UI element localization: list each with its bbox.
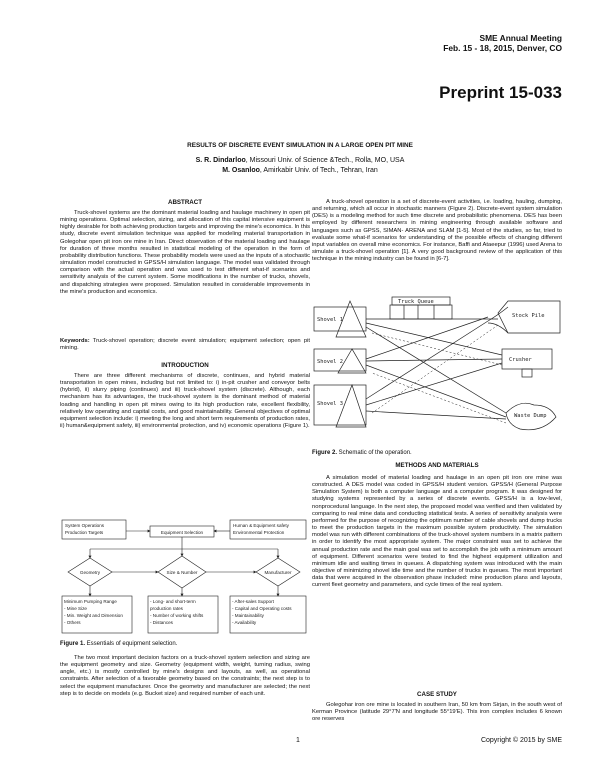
right-column-intro — [312, 199, 562, 263]
fig1-left-line: - Others — [64, 620, 81, 625]
right-column-text-1: A truck-shovel operation is a set of discrete-event activities, i.e. loading, hauling, dumping, and returning, which all occur in stochastic manners (Figure 2). Discrete-event system simulation (DES) is a modeling method for such time discrete and probabilistic phenomena. DES has been employed by different researchers in mining engineering through available software and languages such as GPSS, SIMAN- ARENA and SLAM [1-5]. Most of the studies, so far, tried to evaluate some what-if scenarios for understanding of the possible effects of changing different input variables on overall mine economics. For instance, Baffi and Ataeepur (1996) used Arena to simulate a truck-shovel operation [1]. A very good background review of the application of this technique in the mining industry can be found in [6-7]. — [312, 199, 562, 263]
preprint-number: Preprint 15-033 — [439, 83, 562, 102]
figure-1-caption — [60, 641, 177, 647]
fig1-mid-line: - Long- and short-term — [150, 599, 196, 604]
case-study-text: Golegohar iron ore mine is located in southern Iran, 50 km from Sirjan, in the south west of Kerman Province (latitude 29°7'N and longitude 55°19'E). This iron complex includes 6 known ore reserves — [312, 702, 562, 723]
fig1-mid-line: - Distances — [150, 620, 173, 625]
fig1-right-line: - Maintainability — [232, 613, 264, 618]
fig2-shovel-2: Shovel 2 — [317, 359, 343, 365]
author-line-1 — [0, 157, 600, 164]
fig1-left-line: - Min. Weight and Dimension — [64, 613, 123, 618]
figure-2-schematic — [312, 293, 562, 446]
fig1-production-targets: Production Targets — [65, 530, 104, 535]
author-line-2 — [0, 167, 600, 174]
meeting-dates: Feb. 15 - 18, 2015, Denver, CO — [443, 43, 562, 53]
introduction-text-1: There are three different mechanisms of discrete, continues, and hybrid material transportation in open mines, including but not limited to: i) in-pit crusher and conveyor belts (hybrid), ii) slurry piping (continues) and iii) truck-shovel system (discrete). Although, each mechanism has its advantages, the truck-shovel system is the dominant method of material loading and handling in open pit mines owing to its high production rate, excellent flexibility, relatively low operating and capital costs, and good maintainability. General objectives of optimal equipment selection include: i) meeting the long and short term requirements of production rates, ii) human&equipment safety, iii) environmental protection, and iv) economic operations (Figure 1). — [60, 373, 310, 430]
fig1-mid-line: - Number of working shifts — [150, 613, 204, 618]
introduction-paragraph-2 — [60, 655, 310, 698]
figure-2-label: Figure 2. — [312, 450, 338, 456]
fig1-equipment-selection: Equipment Selection — [160, 530, 204, 535]
fig2-crusher: Crusher — [509, 357, 532, 363]
fig2-truck-queue: Truck Queue — [398, 299, 434, 305]
fig1-right-line: - After-sales Support — [232, 599, 274, 604]
author-2-affiliation: , Amirkabir Univ. of Tech., Tehran, Iran — [259, 167, 378, 174]
abstract-text: Truck-shovel systems are the dominant material loading and haulage machinery in open pit mining operations. Optimal selection, sizing, and allocation of this capital intensive equipment is highly desirable for both achieving production targets and improving the mine's economics. In this study, discrete event simulation technique was applied for modeling material transportation in Golegohar open pit iron ore mine in Iran. Direct observation of the material loading and haulage for duration of three months resulted in statistical modeling of the operation in the form of probability distribution functions. These probability models were used as the inputs of a stochastic simulation model constructed in GPSS/H simulation language. The model was validated through comparison with the actual operation and was used to test different what-if scenarios and sensitivity analysis of the current system. Some modifications in the number of trucks, shovels, and dispatching strategies were proposed. Simulation resulted in considerable improvements in the mine's production and economics. — [60, 210, 310, 295]
figure-1-flowchart — [60, 516, 310, 638]
author-1-affiliation: , Missouri Univ. of Science &Tech., Rolla, MO, USA — [245, 157, 405, 164]
introduction-heading: INTRODUCTION — [161, 362, 209, 369]
methods-text: A simulation model of material loading and haulage in an open pit iron ore mine was constructed. A DES model was coded in GPSS/H student version. GPSS/H (General Purpose Simulation System) is both a computer language and a computer program. It was designed for studying systems represented by a series of discrete events. GPSS/H is a low-level, nonprocedural language. In the next step, the proposed model was verified and then validated by comparing to real mine data and conducting statistical tests. A series of sensitivity analysis were performed for the purpose of recognizing the optimum number of cable shovels and dump trucks to meet the production targets in the maximum possible system productivity. The simulation model was run with different combinations of the truck-shovel system numbers in a matrix pattern in order to identify the most appropriate system. The major constraint was set to achieve the annual production rate and the main goal was set to accomplish the job with a minimum amount of equipment. Different scenarios were tested to find the highest equipment utilization and minimum idle and waiting times in queues. A dispatching system was introduced with the main objective of minimizing shovel idle time and the number of trucks in queues. The most important data that were acquired in the observation phase included: mine production plans and layouts, current fleet geometry and parameters, and cycle times of the real system. — [312, 475, 562, 589]
figure-2-caption-text: Schematic of the operation. — [337, 450, 412, 456]
keywords — [60, 338, 310, 352]
introduction-text-2: The two most important decision factors on a truck-shovel system selection and sizing are the equipment geometry and size. Geometry (equipment width, weight, turning radius, swing angle, etc.) is mostly controlled by mine's designs and layouts, as well, as operational constraints. After selection of a favorable geometry based on the constraints; the next step is to select the equipment manufacturer. Once the geometry and manufacturer are selected; the next step is to decide on models (e.g. Bucket size) and required number of each unit. — [60, 655, 310, 697]
introduction-paragraph-1 — [60, 373, 310, 430]
keywords-label: Keywords: — [60, 338, 90, 344]
fig2-stock-pile: Stock Pile — [512, 313, 545, 319]
fig1-size-number: Size & Number — [166, 570, 198, 575]
fig1-right-line: - Capital and Operating costs — [232, 606, 292, 611]
fig1-mid-line: production rates — [150, 606, 183, 611]
figure-1-caption-text: Essentials of equipment selection. — [85, 641, 178, 647]
keywords-text: Truck-shovel operation; discrete event simulation; equipment selection; open pit mining. — [60, 338, 310, 352]
author-2-name: M. Osanloo — [222, 167, 260, 174]
fig2-waste-dump: Waste Dump — [514, 413, 547, 419]
methods-body — [312, 475, 562, 590]
fig2-shovel-1: Shovel 1 — [317, 317, 343, 323]
fig1-manufacturer: Manufacturer — [264, 570, 292, 575]
page-number: 1 — [296, 737, 300, 744]
paper-title: RESULTS OF DISCRETE EVENT SIMULATION IN A LARGE OPEN PIT MINE — [187, 142, 413, 149]
case-study-heading: CASE STUDY — [417, 691, 457, 698]
copyright: Copyright © 2015 by SME — [480, 737, 562, 744]
figure-1-label: Figure 1. — [60, 641, 86, 647]
abstract-heading: ABSTRACT — [167, 199, 203, 206]
figure-2-caption — [312, 450, 412, 456]
fig1-environment: Environmental Protection — [233, 530, 285, 535]
author-1-name: S. R. Dindarloo — [195, 157, 246, 164]
fig1-right-line: - Availability — [232, 620, 257, 625]
methods-heading: METHODS AND MATERIALS — [395, 462, 479, 469]
meeting-name: SME Annual Meeting — [479, 33, 562, 43]
case-study-body — [312, 702, 562, 723]
fig1-geometry: Geometry — [79, 570, 101, 575]
fig1-hse: Human & Equipment safety — [233, 523, 289, 528]
abstract-body — [60, 210, 310, 296]
fig1-left-line: - Mine Size — [64, 606, 87, 611]
fig1-system-operations: System Operations — [65, 523, 105, 528]
fig2-shovel-3: Shovel 3 — [317, 401, 343, 407]
fig1-left-line: Minimum Pumping Range — [64, 599, 117, 604]
